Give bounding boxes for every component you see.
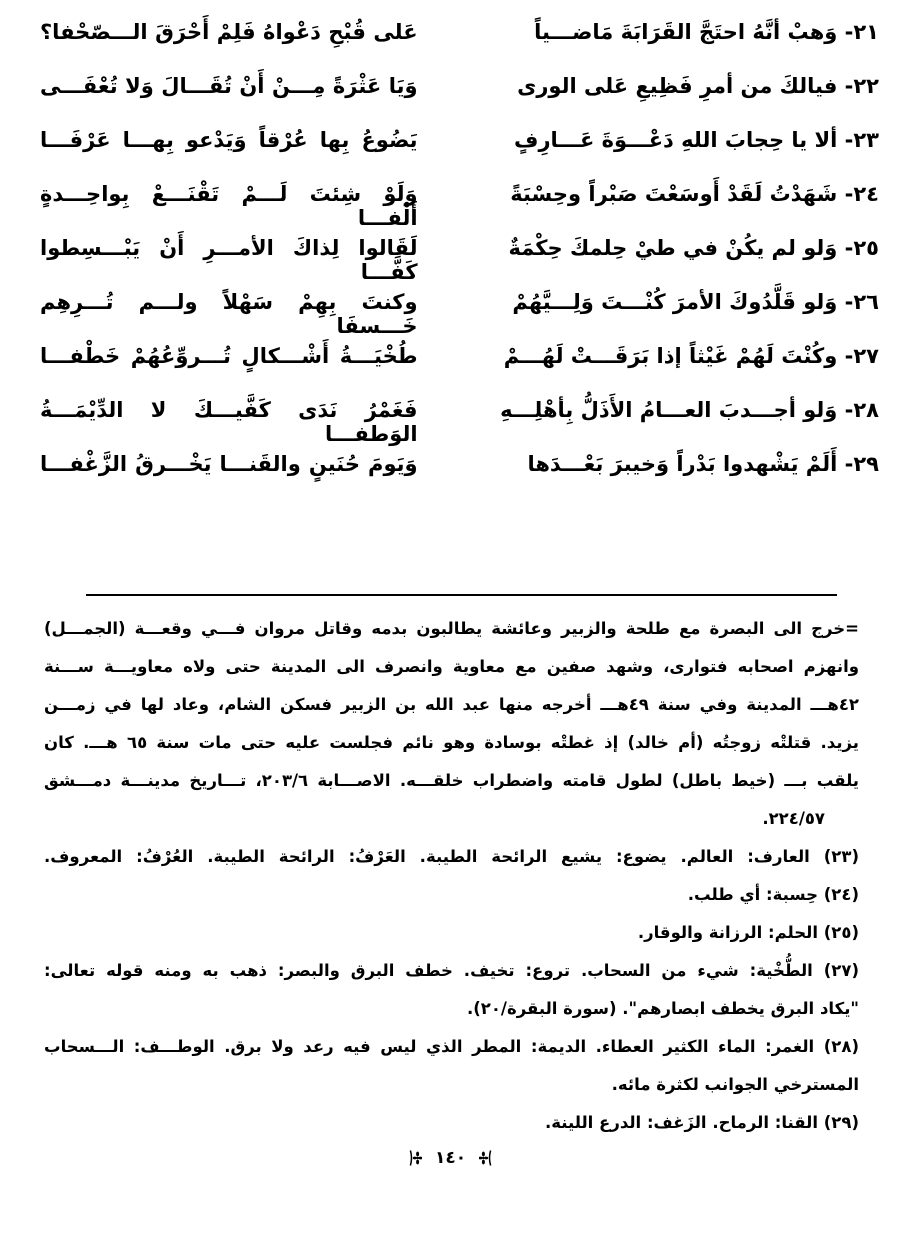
verse-24-first-hemistich — [460, 182, 880, 206]
verse-22-first-hemistich — [460, 74, 880, 98]
page-number-value: ١٤٠ — [434, 1148, 467, 1168]
verse-row-28 — [40, 398, 879, 452]
verse-row-27 — [40, 344, 879, 398]
footnote-entry-24: (٢٤) حِسبة: أي طلب. — [687, 885, 859, 904]
verse-21-number: ٢١- — [844, 20, 879, 44]
verse-row-24 — [40, 182, 879, 236]
footnote-continuation-line: يزيد. قتلتْه زوجتُه (أم خالد) إذ غطتْه بوسادة وهو نائم فجلست عليه حتى مات سنة ٦٥ هـــ. كان — [44, 733, 859, 752]
verse-27-first-hemistich — [460, 344, 880, 368]
verse-row-29 — [40, 452, 879, 506]
footnote-continuation-line: ٤٢هـــ المدينة وفي سنة ٤٩هـــ أخرجه منها عبد الله بن الزبير فسكن الشام، وعاد لها في زمـــن — [44, 695, 859, 714]
footnote-entry-27-line-2: "يكاد البرق يخطف ابصارهم". (سورة البقرة/٢٠). — [466, 999, 859, 1018]
verse-24-first-text: شَهَدْتُ لَقَدْ أَوسَعْتَ صَبْراً وحِسْبَةً — [510, 182, 838, 206]
verse-row-25 — [40, 236, 879, 290]
verse-26-second-hemistich: وكنتَ بِهِمْ سَهْلاً ولـــم تُـــرِهِم خَـــسفَا — [40, 290, 418, 338]
verse-28-second-hemistich: فَغَمْرُ نَدَى كَفَّيـــكَ لا الدِّيْمَـــةُ الوَطفـــا — [40, 398, 418, 446]
verse-25-first-text: وَلو لم يكُنْ في طيْ حِلمكَ حِكْمَةٌ — [508, 236, 838, 260]
verse-21-first-text: وَهبْ أنَّهُ احتَجَّ القَرَابَةَ مَاضـــياً — [534, 20, 838, 44]
verse-26-first-hemistich — [460, 290, 880, 314]
verse-25-number: ٢٥- — [844, 236, 879, 260]
verse-22-second-hemistich: وَيَا عَثْرَةً مِـــنْ أَنْ تُقَـــالَ وَلا تُعْفَـــى — [40, 74, 418, 98]
footnote-volume-page-reference: ٢٢٤/٥٧. — [762, 809, 825, 828]
verse-29-first-hemistich — [460, 452, 880, 476]
page-number-ornament-icon — [479, 1149, 493, 1167]
verse-26-number: ٢٦- — [844, 290, 879, 314]
verse-row-23 — [40, 128, 879, 182]
footnote-entry-25: (٢٥) الحلم: الرزانة والوقار. — [637, 923, 859, 942]
verse-23-number: ٢٣- — [844, 128, 879, 152]
footnote-continuation-line: يلقب بـــ (خيط باطل) لطول قامته واضطراب خلقـــه. الاصـــابة ٢٠٣/٦، تـــاريخ مدينـــة دمـــشق — [44, 771, 860, 790]
footnote-entry-23: (٢٣) العارف: العالم. يضوع: يشيع الرائحة الطيبة. العَرْفُ: الرائحة الطيبة. العُرْفُ: المعروف. — [44, 847, 859, 866]
verse-23-first-hemistich — [460, 128, 880, 152]
poem-section — [0, 0, 901, 506]
verse-25-second-hemistich: لَقَالوا لِذاكَ الأمـــرِ أَنْ يَبْـــسِطوا كَفَّـــا — [40, 236, 418, 284]
verse-row-21 — [40, 20, 879, 74]
verse-27-second-hemistich: طُخْيَـــةُ أَشْـــكالٍ تُـــروِّعُهُمْ خَطْفـــا — [40, 344, 418, 368]
footnote-continuation-line: =خرج الى البصرة مع طلحة والزبير وعائشة يطالبون بدمه وقاتل مروان فـــي وقعـــة (الجمـــل) — [44, 619, 859, 638]
verse-25-first-hemistich — [460, 236, 880, 260]
verse-23-first-text: ألا يا حِجابَ اللهِ دَعْـــوَةَ عَـــارِفٍ — [514, 128, 838, 152]
verse-24-number: ٢٤- — [844, 182, 879, 206]
footnote-continuation-line: وانهزم اصحابه فتوارى، وشهد صفين مع معاوية وانصرف الى المدينة حتى ولاه معاويـــة ســـنة — [44, 657, 859, 676]
verse-row-22 — [40, 74, 879, 128]
verse-28-first-hemistich — [460, 398, 880, 422]
verse-21-first-hemistich — [460, 20, 880, 44]
verse-24-second-hemistich: وَلَوْ شِئتَ لَـــمْ تَقْنَـــعْ بِواحِـــدةٍ أَلْفـــا — [40, 182, 418, 230]
page-number-ornament-icon — [408, 1149, 422, 1167]
footnote-entry-27-line-1: (٢٧) الطُّخْية: شيء من السحاب. تروع: تخيف. خطف البرق والبصر: ذهب به ومنه قوله تعالى: — [44, 961, 859, 980]
page-number-row — [0, 1148, 901, 1168]
verse-28-number: ٢٨- — [844, 398, 879, 422]
verse-23-second-hemistich: يَضُوعُ بِها عُرْقاً وَيَدْعو بِهـــا عَرْفَـــا — [40, 128, 418, 152]
verse-21-second-hemistich: عَلى قُبْحِ دَعْواهُ فَلِمْ أَحْرَقَ الـــصّحْفا؟ — [40, 20, 418, 44]
verse-26-first-text: وَلو قَلَّدُوكَ الأمرَ كُنْـــتَ وَلِـــيَّهُمْ — [512, 290, 838, 314]
verse-29-first-text: أَلَمْ يَشْهدوا بَدْراً وَخيبرَ بَعْـــدَها — [527, 452, 838, 476]
verse-27-first-text: وكُنْتَ لَهُمْ غَيْثاً إذا بَرَقَـــتْ لَهُـــمْ — [503, 344, 838, 368]
verse-29-second-hemistich: وَيَومَ حُنَينٍ والقَنـــا يَخْـــرقُ الزَّغْفـــا — [40, 452, 418, 476]
verse-22-first-text: فيالكَ من أمرِ فَظِيعِ عَلى الورى — [517, 74, 838, 98]
footnote-entry-28-line-1: (٢٨) الغمر: الماء الكثير العطاء. الديمة: المطر الذي ليس فيه رعد ولا برق. الوطـــف: الـــسحاب — [44, 1037, 859, 1056]
verse-28-first-text: وَلو أجـــدبَ العـــامُ الأَذَلُّ بِأهْلِـــهِ — [500, 398, 838, 422]
footnotes-section — [0, 596, 901, 1142]
verse-row-26 — [40, 290, 879, 344]
footnote-entry-28-line-2: المسترخي الجوانب لكثرة مائه. — [611, 1075, 859, 1094]
verse-29-number: ٢٩- — [844, 452, 879, 476]
verse-22-number: ٢٢- — [844, 74, 879, 98]
verse-27-number: ٢٧- — [844, 344, 879, 368]
footnote-entry-29: (٢٩) القنا: الرماح. الزَغف: الدرع اللينة. — [544, 1113, 859, 1132]
